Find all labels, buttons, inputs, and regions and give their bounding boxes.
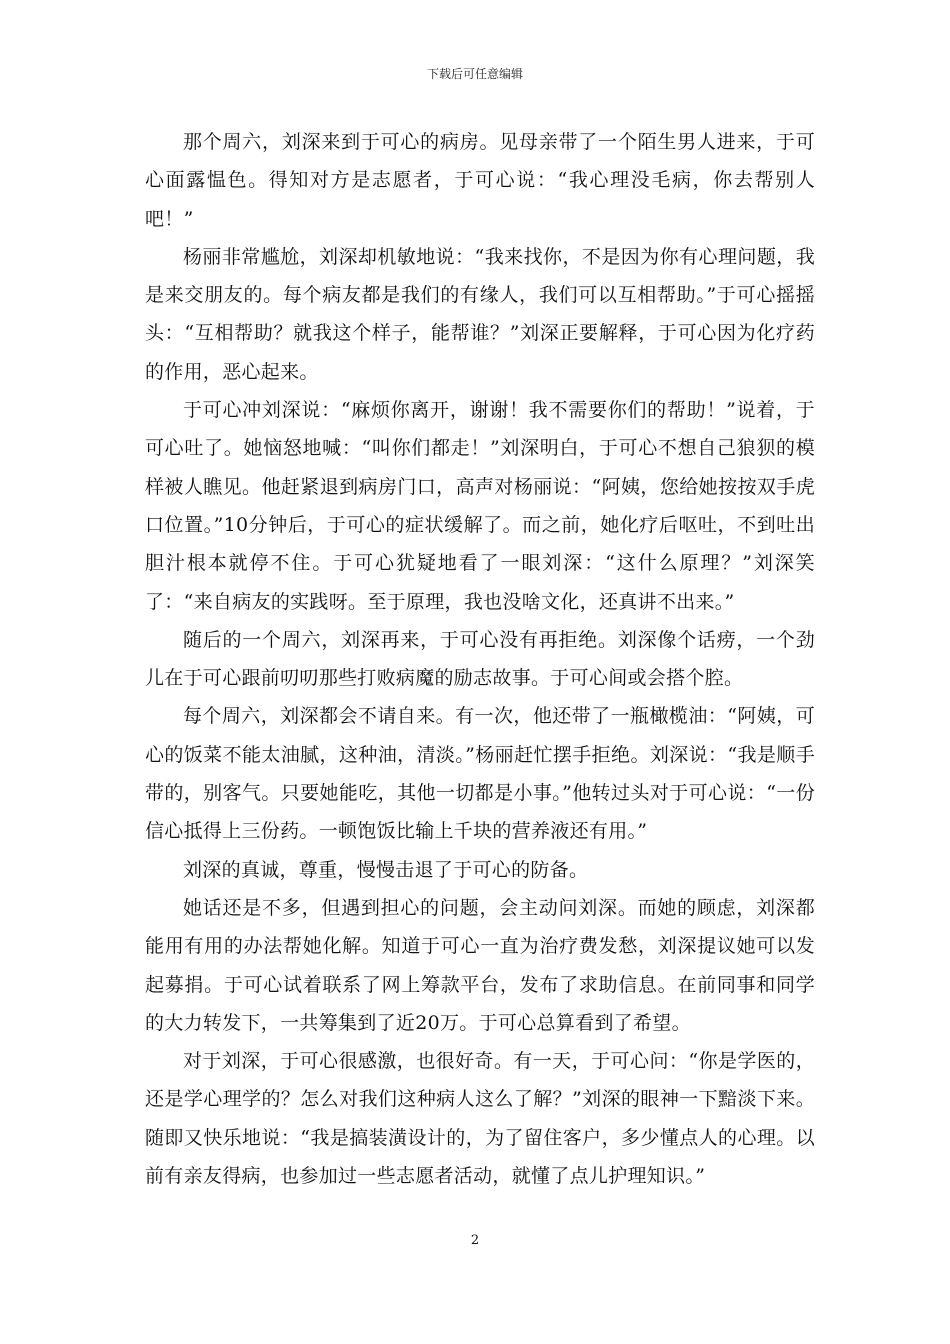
page-number: 2 (470, 1233, 480, 1248)
paragraph-5: 每个周六，刘深都会不请自来。有一次，他还带了一瓶橄榄油：“阿姨，可心的饭菜不能太油腻，这种油，清淡。”杨丽赶忙摆手拒绝。刘深说：“我是顺手带的，别客气。只要她能吃，其他一切都是小事。”他转过头对于可心说：“一份信心抵得上三份药。一顿饱饭比输上千块的营养液还有用。” (145, 705, 815, 843)
paragraph-6: 刘深的真诚，尊重，慢慢击退了于可心的防备。 (183, 858, 589, 881)
paragraph-8: 对于刘深，于可心很感激，也很好奇。有一天，于可心问：“你是学医的，还是学心理学的？怎么对我们这种病人这么了解？”刘深的眼神一下黯淡下来。随即又快乐地说：“我是搞装潢设计的，为了留住客户，多少懂点人的心理。以前有亲友得病，也参加过一些志愿者活动，就懂了点儿护理知识。” (145, 1050, 815, 1188)
paragraph-4: 随后的一个周六，刘深再来，于可心没有再拒绝。刘深像个话痨，一个劲儿在于可心跟前叨叨那些打败病魔的励志故事。于可心间或会搭个腔。 (145, 628, 815, 690)
paragraph-7: 她话还是不多，但遇到担心的问题，会主动问刘深。而她的顾虑，刘深都能用有用的办法帮她化解。知道于可心一直为治疗费发愁，刘深提议她可以发起募捐。于可心试着联系了网上筹款平台，发布了求助信息。在前同事和同学的大力转发下，一共筹集到了近20万。于可心总算看到了希望。 (145, 896, 815, 1034)
paragraph-3: 于可心冲刘深说：“麻烦你离开，谢谢！我不需要你们的帮助！”说着，于可心吐了。她恼怒地喊：“叫你们都走！”刘深明白，于可心不想自己狼狈的模样被人瞧见。他赶紧退到病房门口，高声对杨丽说：“阿姨，您给她按按双手虎口位置。”10分钟后，于可心的症状缓解了。而之前，她化疗后呕吐，不到吐出胆汁根本就停不住。于可心犹疑地看了一眼刘深：“这什么原理？”刘深笑了：“来自病友的实践呀。至于原理，我也没啥文化，还真讲不出来。” (145, 399, 815, 613)
article-body (145, 123, 815, 1195)
paragraph-2: 杨丽非常尴尬，刘深却机敏地说：“我来找你，不是因为你有心理问题，我是来交朋友的。每个病友都是我们的有缘人，我们可以互相帮助。”于可心摇摇头：“互相帮助？就我这个样子，能帮谁？”刘深正要解释，于可心因为化疗药的作用，恶心起来。 (145, 245, 815, 383)
page-header: 下载后可任意编辑 (426, 67, 523, 81)
paragraph-1: 那个周六，刘深来到于可心的病房。见母亲带了一个陌生男人进来，于可心面露愠色。得知对方是志愿者，于可心说：“我心理没毛病，你去帮别人吧！” (145, 131, 815, 230)
